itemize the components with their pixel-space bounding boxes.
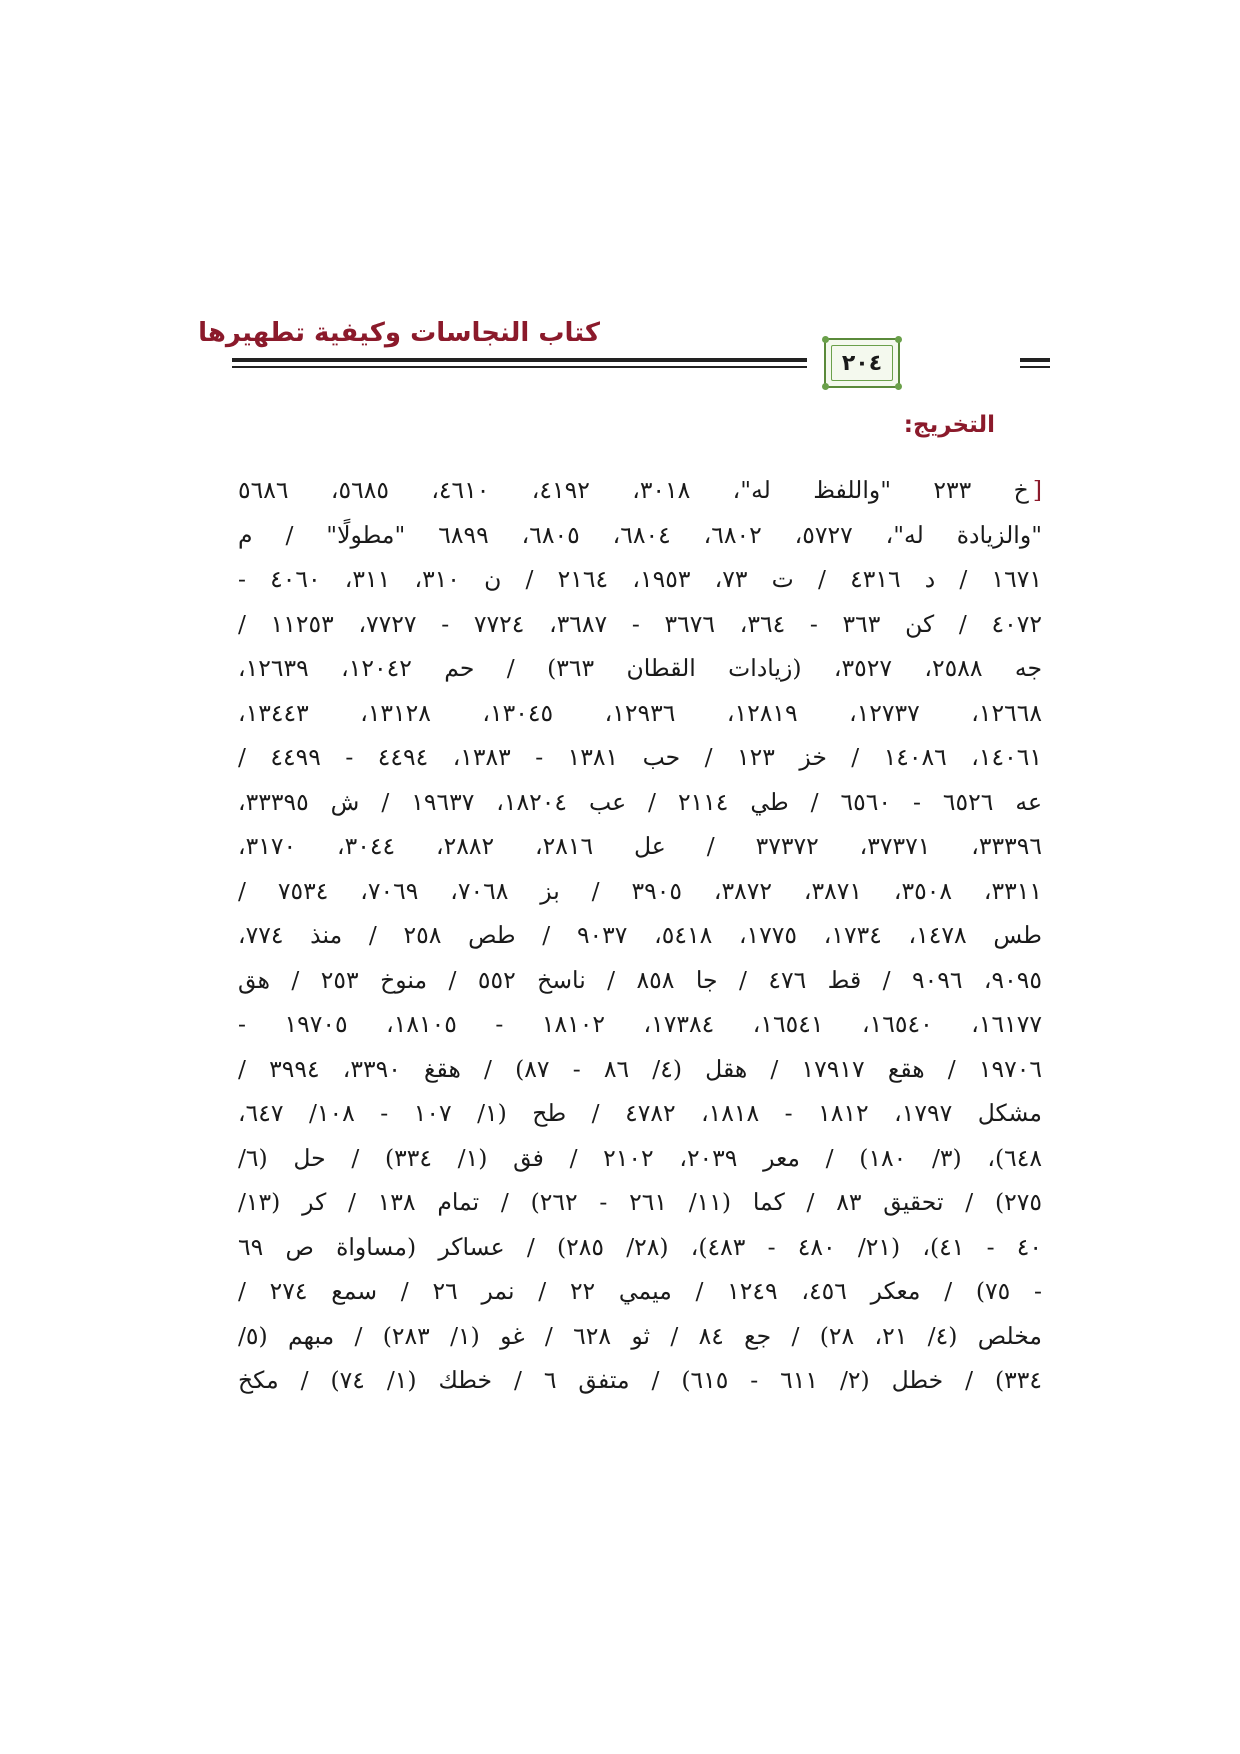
text-line: ٤٠٧٢ / كن ٣٦٣ - ٣٦٤، ٣٦٧٦ - ٣٦٨٧، ٧٧٢٤ - ٧٧٢٧، ١١٢٥٣ / bbox=[238, 609, 1043, 638]
text-line: مشكل ١٧٩٧، ١٨١٢ - ١٨١٨، ٤٧٨٢ / طح (١/ ١٠٧ - ١٠٨/ ٦٤٧، bbox=[238, 1099, 1043, 1127]
text-line: طس ١٤٧٨، ١٧٣٤، ١٧٧٥، ٥٤١٨، ٩٠٣٧ / طص ٢٥٨ / منذ ٧٧٤، bbox=[238, 921, 1042, 949]
badge-corner-ornament bbox=[895, 336, 902, 343]
page-number-badge bbox=[824, 338, 900, 388]
page-header bbox=[198, 310, 1050, 390]
header-rule-thick bbox=[232, 358, 807, 362]
text-line bbox=[238, 468, 1042, 513]
page-number-frame bbox=[831, 345, 893, 381]
text-line: ٣٣١١، ٣٥٠٨، ٣٨٧١، ٣٨٧٢، ٣٩٠٥ / بز ٧٠٦٨، ٧٠٦٩، ٧٥٣٤ / bbox=[238, 876, 1042, 905]
text-line: ٦٤٨)، (٣/ ١٨٠) / معر ٢٠٣٩، ٢١٠٢ / فق (١/ ٣٣٤) / حل (٦/ bbox=[238, 1143, 1042, 1172]
text-line: ١٦٧١ / د ٤٣١٦ / ت ٧٣، ١٩٥٣، ٢١٦٤ / ن ٣١٠، ٣١١، ٤٠٦٠ - bbox=[238, 565, 1043, 593]
book-title: كتاب النجاسات وكيفية تطهيرها bbox=[198, 318, 600, 348]
text-line: جه ٢٥٨٨، ٣٥٢٧، (زيادات القطان ٣٦٣) / حم ١٢٠٤٢، ١٢٦٣٩، bbox=[238, 654, 1042, 682]
header-rule-right-thick bbox=[1020, 358, 1050, 362]
text-line: مخلص (٤/ ٢١، ٢٨) / جع ٨٤ / ثو ٦٢٨ / غو (١/ ٢٨٣) / مبهم (٥/ bbox=[238, 1321, 1043, 1350]
text-line: ٣٣٣٩٦، ٣٧٣٧١، ٣٧٣٧٢ / عل ٢٨١٦، ٢٨٨٢، ٣٠٤٤، ٣١٧٠، bbox=[238, 832, 1042, 860]
text-line-content: خ ٢٣٣ "واللفظ له"، ٣٠١٨، ٤١٩٢، ٤٦١٠، ٥٦٨٥، ٥٦٨٦ bbox=[238, 476, 1029, 504]
text-line: - ٧٥) / معكر ٤٥٦، ١٢٤٩ / ميمي ٢٢ / نمر ٢٦ / سمع ٢٧٤ / bbox=[238, 1277, 1042, 1305]
text-line: عه ٦٥٢٦ - ٦٥٦٠ / طي ٢١١٤ / عب ١٨٢٠٤، ١٩٦٣٧ / ش ٣٣٣٩٥، bbox=[238, 787, 1043, 816]
text-line: ١٩٧٠٦ / هقع ١٧٩١٧ / هقل (٤/ ٨٦ - ٨٧) / هقغ ٣٣٩٠، ٣٩٩٤ / bbox=[238, 1054, 1043, 1083]
text-line: ١٦١٧٧، ١٦٥٤٠، ١٦٥٤١، ١٧٣٨٤، ١٨١٠٢ - ١٨١٠٥، ١٩٧٠٥ - bbox=[238, 1010, 1042, 1038]
page-number: ٢٠٤ bbox=[841, 350, 883, 376]
text-line: ٩٠٩٥، ٩٠٩٦ / قط ٤٧٦ / جا ٨٥٨ / ناسخ ٥٥٢ / منوخ ٢٥٣ / هق bbox=[238, 965, 1043, 994]
badge-corner-ornament bbox=[822, 336, 829, 343]
text-line: "والزيادة له"، ٥٧٢٧، ٦٨٠٢، ٦٨٠٤، ٦٨٠٥، ٦٨٩٩ "مطولًا" / م bbox=[238, 520, 1042, 549]
text-line: ١٤٠٦١، ١٤٠٨٦ / خز ١٢٣ / حب ١٣٨١ - ١٣٨٣، ٤٤٩٤ - ٤٤٩٩ / bbox=[238, 743, 1042, 771]
text-line: ١٢٦٦٨، ١٢٧٣٧، ١٢٨١٩، ١٢٩٣٦، ١٣٠٤٥، ١٣١٢٨، ١٣٤٤٣، bbox=[238, 698, 1043, 727]
text-line: ٤٠ - ٤١)، (٢١/ ٤٨٠ - ٤٨٣)، (٢٨/ ٢٨٥) / عساكر (مساواة ص ٦٩ bbox=[238, 1232, 1042, 1261]
header-rule-right-thin bbox=[1020, 366, 1050, 368]
badge-corner-ornament bbox=[895, 383, 902, 390]
takhrij-text bbox=[238, 468, 1042, 1403]
section-heading: التخريج: bbox=[903, 412, 995, 438]
header-rule-thin bbox=[232, 366, 807, 368]
bullet-mark: [ bbox=[1032, 476, 1042, 504]
badge-corner-ornament bbox=[822, 383, 829, 390]
text-line: ٣٣٤) / خطل (٢/ ٦١١ - ٦١٥) / متفق ٦ / خطك (١/ ٧٤) / مكخ bbox=[238, 1366, 1043, 1394]
text-line: ٢٧٥) / تحقيق ٨٣ / كما (١١/ ٢٦١ - ٢٦٢) / تمام ١٣٨ / كر (١٣/ bbox=[238, 1188, 1042, 1216]
